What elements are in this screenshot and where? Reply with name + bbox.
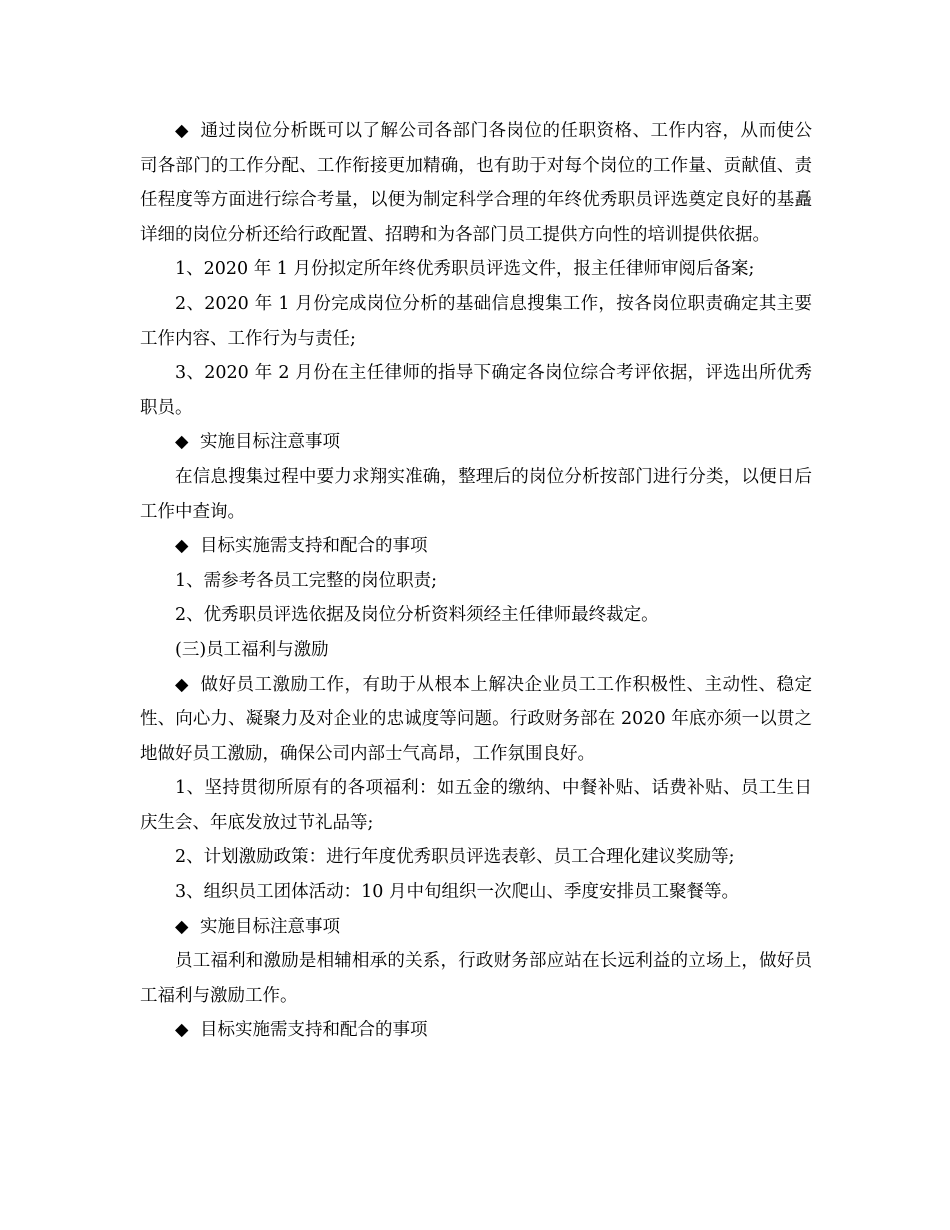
bullet-paragraph xyxy=(140,425,812,460)
bullet-paragraph xyxy=(140,1013,812,1048)
list-item: 2、2020 年 1 月份完成岗位分析的基础信息搜集工作，按各岗位职责确定其主要工作内容、工作行为与责任; xyxy=(140,293,812,349)
list-item: 1、坚持贯彻所原有的各项福利：如五金的缴纳、中餐补贴、话费补贴、员工生日庆生会、年底发放过节礼品等; xyxy=(140,778,812,833)
paragraph-text: 目标实施需支持和配合的事项 xyxy=(200,1020,428,1041)
diamond-bullet-icon: ◆ xyxy=(175,432,189,453)
list-item: 1、需参考各员工完整的岗位职责; xyxy=(175,570,438,591)
list-item: 2、优秀职员评选依据及岗位分析资料须经主任律师最终裁定。 xyxy=(175,605,659,626)
document-body xyxy=(140,114,812,1048)
list-item: 3、组织员工团体活动：10 月中旬组织一次爬山、季度安排员工聚餐等。 xyxy=(175,882,739,903)
paragraph: 在信息搜集过程中要力求翔实准确，整理后的岗位分析按部门进行分类，以便日后工作中查询。 xyxy=(140,466,812,522)
bullet-paragraph xyxy=(140,529,812,564)
diamond-bullet-icon: ◆ xyxy=(175,916,189,937)
bullet-paragraph xyxy=(140,668,812,772)
paragraph-text: 实施目标注意事项 xyxy=(200,916,340,937)
list-item: 3、2020 年 2 月份在主任律师的指导下确定各岗位综合考评依据，评选出所优秀职员。 xyxy=(140,363,812,418)
diamond-bullet-icon: ◆ xyxy=(175,674,189,695)
bullet-paragraph xyxy=(140,114,812,252)
paragraph-text: 目标实施需支持和配合的事项 xyxy=(200,536,428,557)
paragraph: 员工福利和激励是相辅相承的关系，行政财务部应站在长远利益的立场上，做好员工福利与激励工作。 xyxy=(140,951,812,1006)
diamond-bullet-icon: ◆ xyxy=(175,1020,189,1041)
paragraph-text: 做好员工激励工作，有助于从根本上解决企业员工工作积极性、主动性、稳定性、向心力、凝聚力及对企业的忠诚度等问题。行政财务部在 2020 年底亦须一以贯之地做好员工激励，确保公司内部士气高昂，工作氛围良好。 xyxy=(140,674,812,764)
diamond-bullet-icon: ◆ xyxy=(175,536,189,557)
list-item: 2、计划激励政策：进行年度优秀职员评选表彰、员工合理化建议奖励等; xyxy=(175,847,735,868)
paragraph-text: 通过岗位分析既可以了解公司各部门各岗位的任职资格、工作内容，从而使公司各部门的工作分配、工作衔接更加精确，也有助于对每个岗位的工作量、贡献值、责任程度等方面进行综合考量，以便为制定科学合理的年终优秀职员评选奠定良好的基矗详细的岗位分析还给行政配置、招聘和为各部门员工提供方向性的培训提供依据。 xyxy=(140,121,812,245)
paragraph-text: 实施目标注意事项 xyxy=(200,432,340,453)
bullet-paragraph xyxy=(140,910,812,945)
diamond-bullet-icon: ◆ xyxy=(175,121,189,141)
list-item: 1、2020 年 1 月份拟定所年终优秀职员评选文件，报主任律师审阅后备案; xyxy=(175,259,755,280)
section-heading: (三)员工福利与激励 xyxy=(175,639,329,660)
